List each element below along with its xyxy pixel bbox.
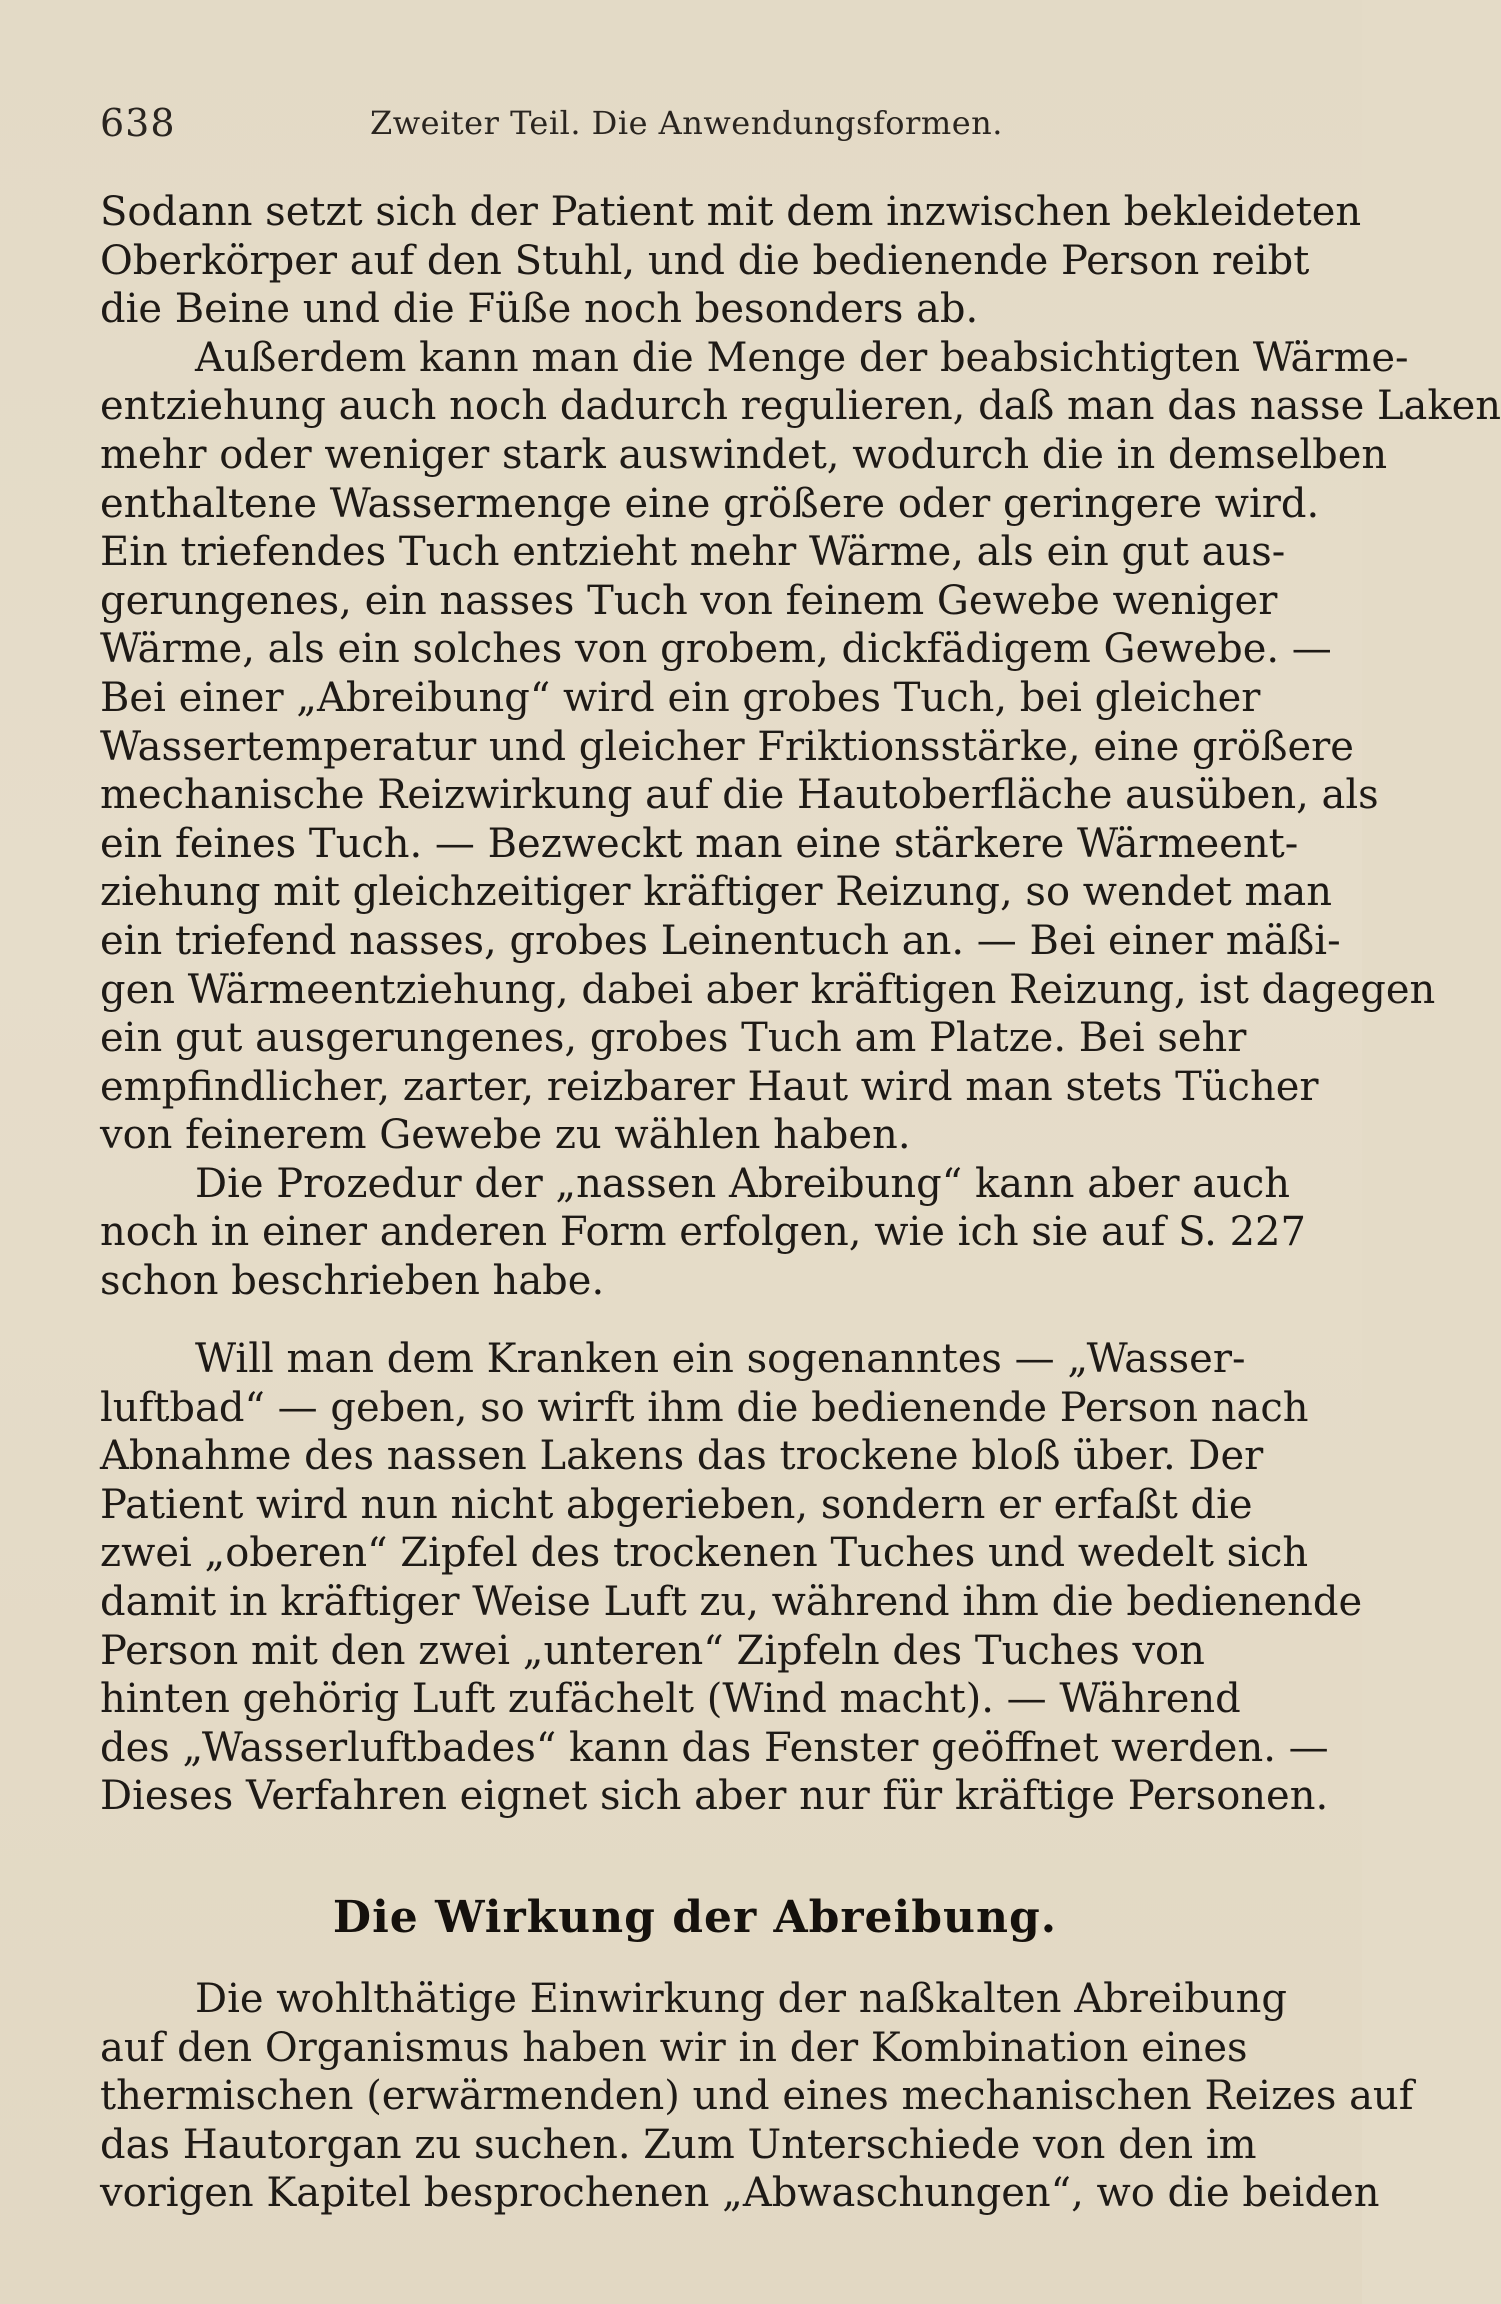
text-line: Die Prozedur der „nassen Abreibung“ kann aber auch <box>195 1160 1290 1207</box>
text-line: gen Wärmeentziehung, dabei aber kräftigen Reizung, ist dagegen <box>100 966 1436 1013</box>
text-line: Abnahme des nassen Lakens das trockene bloß über. Der <box>100 1433 1264 1480</box>
text-line: entziehung auch noch dadurch regulieren, daß man das nasse Laken <box>100 383 1501 430</box>
page-number: 638 <box>100 101 176 145</box>
text-line: Die wohlthätige Einwirkung der naßkalten Abreibung <box>195 1976 1288 2022</box>
text-line: ein gut ausgerungenes, grobes Tuch am Platze. Bei sehr <box>100 1015 1247 1062</box>
text-line: von feinerem Gewebe zu wählen haben. <box>100 1112 911 1159</box>
text-line: Person mit den zwei „unteren“ Zipfeln des Tuches von <box>100 1627 1205 1674</box>
running-head: Zweiter Teil. Die Anwendungsformen. <box>370 104 1003 142</box>
text-line: Ein triefendes Tuch entzieht mehr Wärme, als ein gut aus- <box>100 529 1286 576</box>
text-line: Sodann setzt sich der Patient mit dem inzwischen bekleideten <box>100 189 1362 235</box>
text-line: ein feines Tuch. — Bezweckt man eine stärkere Wärmeent- <box>100 820 1299 867</box>
body-text-upper <box>100 188 1501 1306</box>
text-line: die Beine und die Füße noch besonders ab. <box>100 286 979 333</box>
text-line: gerungenes, ein nasses Tuch von feinem Gewebe weniger <box>100 577 1278 624</box>
text-line: Bei einer „Abreibung“ wird ein grobes Tuch, bei gleicher <box>100 674 1261 721</box>
text-line: enthaltene Wassermenge eine größere oder geringere wird. <box>100 480 1320 527</box>
text-line: empfindlicher, zarter, reizbarer Haut wird man stets Tücher <box>100 1063 1319 1110</box>
text-line: Wärme, als ein solches von grobem, dickfädigem Gewebe. — <box>100 626 1332 673</box>
text-line: auf den Organismus haben wir in der Kombination eines <box>100 2024 1248 2071</box>
text-line: noch in einer anderen Form erfolgen, wie ich sie auf S. 227 <box>100 1209 1306 1256</box>
text-line: ziehung mit gleichzeitiger kräftiger Reizung, so wendet man <box>100 869 1333 916</box>
text-line: mehr oder weniger stark auswindet, wodurch die in demselben <box>100 431 1388 478</box>
text-line: Oberkörper auf den Stuhl, und die bedienende Person reibt <box>100 237 1310 284</box>
text-line: damit in kräftiger Weise Luft zu, während ihm die bedienende <box>100 1578 1363 1625</box>
text-line: das Hautorgan zu suchen. Zum Unterschiede von den im <box>100 2121 1257 2168</box>
body-text-middle <box>100 1335 1363 1821</box>
text-line: Außerdem kann man die Menge der beabsichtigten Wärme- <box>195 334 1409 381</box>
text-line: schon beschrieben habe. <box>100 1258 605 1305</box>
text-line: vorigen Kapitel besprochenen „Abwaschungen“, wo die beiden <box>100 2170 1380 2217</box>
text-line: Wassertemperatur und gleicher Friktionsstärke, eine größere <box>100 723 1354 770</box>
text-line: Patient wird nun nicht abgerieben, sondern er erfaßt die <box>100 1481 1253 1528</box>
section-heading: Die Wirkung der Abreibung. <box>332 1892 1058 1943</box>
text-line: Dieses Verfahren eignet sich aber nur für kräftige Personen. <box>100 1773 1329 1820</box>
text-line: zwei „oberen“ Zipfel des trockenen Tuches und wedelt sich <box>100 1530 1309 1577</box>
text-line: Will man dem Kranken ein sogenanntes — „Wasser- <box>195 1336 1246 1382</box>
text-line: mechanische Reizwirkung auf die Hautoberfläche ausüben, als <box>100 772 1379 819</box>
text-line: thermischen (erwärmenden) und eines mechanischen Reizes auf <box>100 2073 1414 2120</box>
text-line: luftbad“ — geben, so wirft ihm die bedienende Person nach <box>100 1384 1309 1431</box>
page-header <box>100 98 1300 148</box>
text-line: ein triefend nasses, grobes Leinentuch an. — Bei einer mäßi- <box>100 917 1341 964</box>
body-text-lower <box>100 1975 1414 2218</box>
text-line: des „Wasserluftbades“ kann das Fenster geöffnet werden. — <box>100 1724 1329 1771</box>
text-line: hinten gehörig Luft zufächelt (Wind macht). — Während <box>100 1676 1241 1723</box>
